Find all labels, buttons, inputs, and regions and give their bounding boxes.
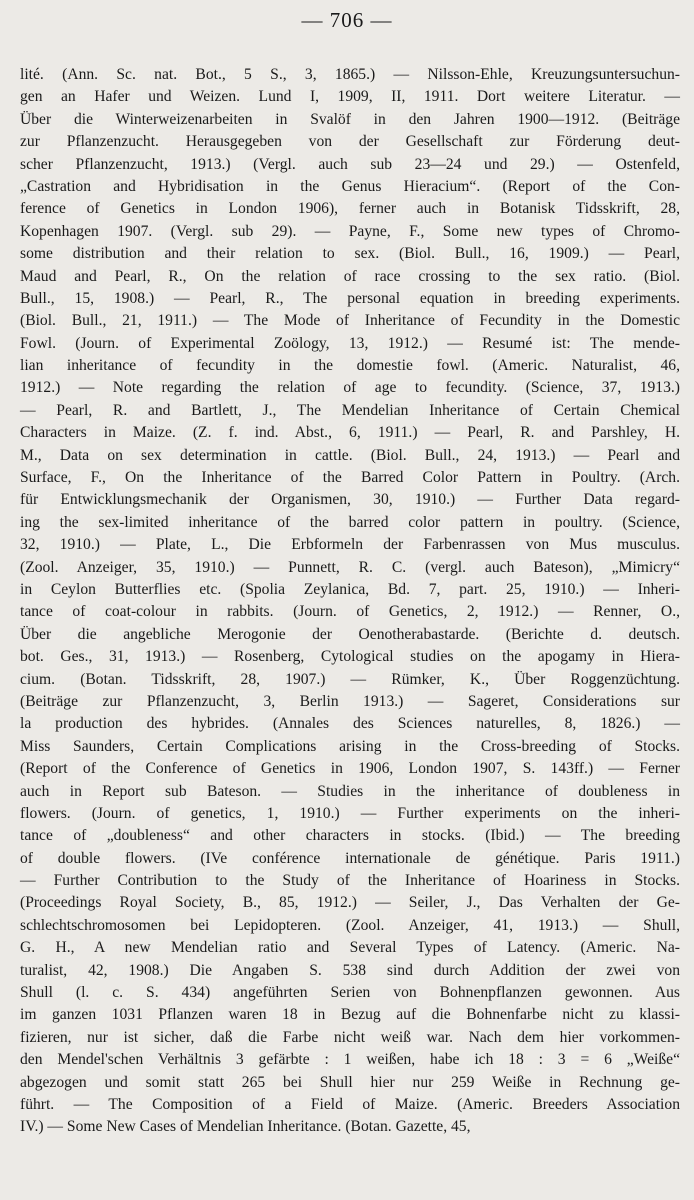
text-line: Kopenhagen 1907. (Vergl. sub 29). — Payne, F., Some new types of Chromo- [20,222,680,240]
text-line: (Beiträge zur Pflanzenzucht, 3, Berlin 1913.) — Sageret, Considerations sur [20,692,680,710]
text-line: in Ceylon Butterflies etc. (Spolia Zeylanica, Bd. 7, part. 25, 1910.) — Inheri- [20,580,680,598]
text-line: schlechtschromosomen bei Lepidopteren. (Zool. Anzeiger, 41, 1913.) — Shull, [20,916,680,934]
text-line: — Pearl, R. and Bartlett, J., The Mendelian Inheritance of Certain Chemical [20,401,680,419]
text-line: of double flowers. (IVe conférence internationale de génétique. Paris 1911.) [20,849,680,867]
text-line: tance of coat-colour in rabbits. (Journ. of Genetics, 2, 1912.) — Renner, O., [20,603,680,621]
text-line: lian inheritance of fecundity in the domestie fowl. (Americ. Naturalist, 46, [20,357,680,375]
page-number: — 706 — [301,8,393,32]
text-line: some distribution and their relation to sex. (Biol. Bull., 16, 1909.) — Pearl, [20,245,680,263]
text-line: bot. Ges., 31, 1913.) — Rosenberg, Cytological studies on the apogamy in Hiera- [20,648,680,666]
text-line: IV.) — Some New Cases of Mendelian Inheritance. (Botan. Gazette, 45, [20,1118,471,1136]
text-line: (Zool. Anzeiger, 35, 1910.) — Punnett, R. C. (vergl. auch Bateson), „Mimicry“ [20,558,680,576]
text-line: fizieren, nur ist sicher, daß die Farbe nicht weiß war. Nach dem hier vorkommen- [20,1028,680,1046]
text-line: 32, 1910.) — Plate, L., Die Erbformeln der Farbenrassen von Mus musculus. [20,536,680,554]
text-line: abgezogen und somit statt 265 bei Shull hier nur 259 Weiße in Rechnung ge- [20,1073,680,1091]
text-line: auch in Report sub Bateson. — Studies in the inheritance of doubleness in [20,782,680,800]
text-line: turalist, 42, 1908.) Die Angaben S. 538 sind durch Addition der zwei von [20,961,680,979]
text-line: Über die Winterweizenarbeiten in Svalöf in den Jahren 1900—1912. (Beiträge [20,110,680,128]
text-line: zur Pflanzenzucht. Herausgegeben von der Gesellschaft zur Förderung deut- [20,133,680,151]
text-line: Shull (l. c. S. 434) angeführten Serien von Bohnenpflanzen gewonnen. Aus [20,984,680,1002]
text-line: flowers. (Journ. of genetics, 1, 1910.) — Further experiments on the inheri- [20,804,680,822]
text-line: (Proceedings Royal Society, B., 85, 1912.) — Seiler, J., Das Verhalten der Ge- [20,894,680,912]
text-line: G. H., A new Mendelian ratio and Several Types of Latency. (Americ. Na- [20,939,680,957]
text-line: cium. (Botan. Tidsskrift, 28, 1907.) — Rümker, K., Über Roggenzüchtung. [20,670,680,688]
text-line: führt. — The Composition of a Field of Maize. (Americ. Breeders Association [20,1095,680,1113]
text-line: „Castration and Hybridisation in the Genus Hieracium“. (Report of the Con- [20,177,680,195]
text-line: (Report of the Conference of Genetics in 1906, London 1907, S. 143ff.) — Ferner [20,760,680,778]
text-line: für Entwicklungsmechanik der Organismen, 30, 1910.) — Further Data regard- [20,491,680,509]
text-line: (Biol. Bull., 21, 1911.) — The Mode of Inheritance of Fecundity in the Domestic [20,312,680,330]
text-line: gen an Hafer und Weizen. Lund I, 1909, II, 1911. Dort weitere Literatur. — [20,88,680,106]
text-line: tance of „doubleness“ and other characters in stocks. (Ibid.) — The breeding [20,827,680,845]
text-line: den Mendel'schen Verhältnis 3 gefärbte : 1 weißen, habe ich 18 : 3 = 6 „Weiße“ [20,1051,680,1069]
text-line: scher Pflanzenzucht, 1913.) (Vergl. auch sub 23—24 und 29.) — Ostenfeld, [20,155,680,173]
text-line: 1912.) — Note regarding the relation of age to fecundity. (Science, 37, 1913.) [20,379,680,397]
text-line: Surface, F., On the Inheritance of the Barred Color Pattern in Poultry. (Arch. [20,469,680,487]
text-line: M., Data on sex determination in cattle. (Biol. Bull., 24, 1913.) — Pearl and [20,446,680,464]
text-line: Maud and Pearl, R., On the relation of race crossing to the sex ratio. (Biol. [20,267,680,285]
body-text [20,64,680,1139]
text-line: im ganzen 1031 Pflanzen waren 18 in Bezug auf die Bohnenfarbe nicht zu klassi- [20,1006,680,1024]
text-line: — Further Contribution to the Study of the Inheritance of Hoariness in Stocks. [20,872,680,890]
text-line: Characters in Maize. (Z. f. ind. Abst., 6, 1911.) — Pearl, R. and Parshley, H. [20,424,680,442]
text-line: lité. (Ann. Sc. nat. Bot., 5 S., 3, 1865.) — Nilsson-Ehle, Kreuzungsuntersuchun- [20,66,680,83]
text-line: ference of Genetics in London 1906), ferner auch in Botanisk Tidsskrift, 28, [20,200,680,218]
text-line: Fowl. (Journ. of Experimental Zoölogy, 13, 1912.) — Resumé ist: The mende- [20,334,680,352]
text-line: Miss Saunders, Certain Complications arising in the Cross-breeding of Stocks. [20,737,680,755]
text-line: ing the sex-limited inheritance of the barred color pattern in poultry. (Science, [20,513,680,531]
text-line: Über die angebliche Merogonie der Oenotherabastarde. (Berichte d. deutsch. [20,625,680,643]
text-line: Bull., 15, 1908.) — Pearl, R., The personal equation in breeding experiments. [20,289,680,307]
text-line: la production des hybrides. (Annales des Sciences naturelles, 8, 1826.) — [20,715,680,733]
